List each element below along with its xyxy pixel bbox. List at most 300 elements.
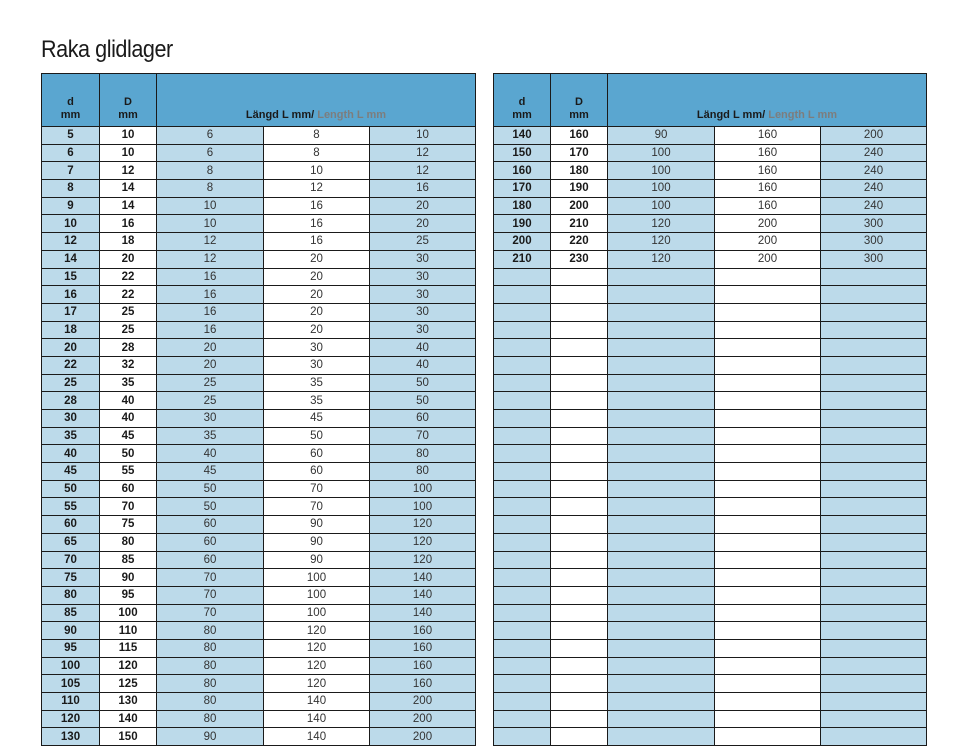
cell-length-long: 16	[370, 180, 476, 198]
cell-length-medium: 16	[264, 215, 370, 233]
table-row	[494, 374, 927, 392]
cell-length-medium	[715, 374, 821, 392]
cell-inner-diameter	[494, 710, 551, 728]
cell-length-long	[821, 268, 927, 286]
cell-outer-diameter	[551, 639, 608, 657]
cell-length-long	[821, 410, 927, 428]
cell-inner-diameter	[494, 586, 551, 604]
cell-inner-diameter: 50	[42, 480, 100, 498]
cell-length-short: 80	[157, 622, 264, 640]
table-row	[42, 622, 476, 640]
cell-inner-diameter	[494, 463, 551, 481]
table-row	[42, 586, 476, 604]
cell-outer-diameter: 55	[100, 463, 157, 481]
table-row	[42, 197, 476, 215]
cell-inner-diameter: 120	[42, 710, 100, 728]
cell-length-short: 16	[157, 268, 264, 286]
cell-length-medium	[715, 427, 821, 445]
cell-length-medium: 120	[264, 639, 370, 657]
cell-length-short	[608, 286, 715, 304]
cell-length-medium: 200	[715, 215, 821, 233]
cell-inner-diameter: 25	[42, 374, 100, 392]
table-row	[42, 639, 476, 657]
cell-length-long	[821, 551, 927, 569]
header-outer-diameter	[551, 74, 608, 127]
cell-inner-diameter	[494, 693, 551, 711]
cell-inner-diameter: 6	[42, 144, 100, 162]
cell-outer-diameter	[551, 427, 608, 445]
cell-length-short: 20	[157, 356, 264, 374]
cell-outer-diameter	[551, 586, 608, 604]
cell-inner-diameter	[494, 657, 551, 675]
cell-length-medium: 90	[264, 533, 370, 551]
cell-inner-diameter: 12	[42, 233, 100, 251]
cell-length-medium: 10	[264, 162, 370, 180]
header-length-sv: Längd L mm/	[696, 109, 766, 121]
cell-outer-diameter	[551, 622, 608, 640]
header-length-sv: Längd L mm/	[245, 109, 315, 121]
cell-outer-diameter	[551, 480, 608, 498]
cell-length-long	[821, 321, 927, 339]
cell-length-medium: 20	[264, 321, 370, 339]
table-row	[494, 604, 927, 622]
table-row	[42, 480, 476, 498]
cell-length-long: 300	[821, 233, 927, 251]
cell-length-medium: 160	[715, 162, 821, 180]
cell-length-medium: 140	[264, 693, 370, 711]
cell-length-long	[821, 356, 927, 374]
cell-inner-diameter: 190	[494, 215, 551, 233]
cell-length-medium	[715, 586, 821, 604]
cell-length-long: 300	[821, 215, 927, 233]
cell-length-long: 160	[370, 622, 476, 640]
cell-inner-diameter: 10	[42, 215, 100, 233]
cell-length-medium: 120	[264, 657, 370, 675]
header-outer-diameter	[100, 74, 157, 127]
cell-length-medium: 8	[264, 127, 370, 145]
cell-outer-diameter: 25	[100, 303, 157, 321]
cell-outer-diameter: 40	[100, 392, 157, 410]
cell-length-long: 10	[370, 127, 476, 145]
cell-inner-diameter	[494, 286, 551, 304]
cell-outer-diameter: 220	[551, 233, 608, 251]
cell-length-medium: 20	[264, 268, 370, 286]
cell-inner-diameter: 45	[42, 463, 100, 481]
cell-length-long: 30	[370, 321, 476, 339]
cell-length-long: 160	[370, 657, 476, 675]
cell-length-medium: 12	[264, 180, 370, 198]
cell-length-medium: 160	[715, 127, 821, 145]
cell-length-short	[608, 710, 715, 728]
cell-length-short	[608, 410, 715, 428]
cell-length-medium	[715, 356, 821, 374]
header-D-symbol: D	[575, 96, 583, 108]
table-row	[494, 233, 927, 251]
header-length	[608, 74, 927, 127]
cell-length-long	[821, 533, 927, 551]
cell-length-short: 80	[157, 657, 264, 675]
cell-length-long: 80	[370, 463, 476, 481]
cell-length-short: 20	[157, 339, 264, 357]
cell-length-medium: 160	[715, 144, 821, 162]
cell-outer-diameter: 70	[100, 498, 157, 516]
table-row	[494, 180, 927, 198]
cell-inner-diameter	[494, 392, 551, 410]
table-row	[42, 303, 476, 321]
cell-length-long: 20	[370, 197, 476, 215]
cell-inner-diameter	[494, 728, 551, 746]
cell-length-short	[608, 374, 715, 392]
cell-outer-diameter: 85	[100, 551, 157, 569]
cell-length-short: 70	[157, 569, 264, 587]
table-row	[42, 516, 476, 534]
cell-length-medium: 50	[264, 427, 370, 445]
table-row	[494, 710, 927, 728]
cell-length-medium: 60	[264, 445, 370, 463]
cell-inner-diameter	[494, 604, 551, 622]
cell-length-medium: 160	[715, 180, 821, 198]
cell-outer-diameter	[551, 374, 608, 392]
cell-inner-diameter: 15	[42, 268, 100, 286]
cell-inner-diameter: 40	[42, 445, 100, 463]
table-row	[494, 339, 927, 357]
cell-length-long: 200	[370, 728, 476, 746]
cell-inner-diameter: 60	[42, 516, 100, 534]
cell-inner-diameter: 7	[42, 162, 100, 180]
cell-length-medium	[715, 268, 821, 286]
cell-inner-diameter: 180	[494, 197, 551, 215]
cell-length-medium	[715, 410, 821, 428]
table-row	[42, 339, 476, 357]
cell-length-short: 16	[157, 286, 264, 304]
page-title: Raka glidlager	[41, 36, 173, 63]
cell-inner-diameter	[494, 339, 551, 357]
table-row	[494, 693, 927, 711]
table-row	[42, 693, 476, 711]
cell-length-long: 40	[370, 356, 476, 374]
cell-length-long: 20	[370, 215, 476, 233]
cell-length-short: 10	[157, 197, 264, 215]
cell-outer-diameter: 100	[100, 604, 157, 622]
cell-length-medium	[715, 551, 821, 569]
table-row	[42, 144, 476, 162]
cell-outer-diameter: 32	[100, 356, 157, 374]
cell-length-short	[608, 675, 715, 693]
cell-length-medium: 120	[264, 622, 370, 640]
table-row	[494, 569, 927, 587]
table-row	[42, 215, 476, 233]
cell-length-short: 80	[157, 675, 264, 693]
cell-outer-diameter	[551, 693, 608, 711]
cell-length-short: 8	[157, 162, 264, 180]
cell-inner-diameter	[494, 303, 551, 321]
cell-length-medium	[715, 392, 821, 410]
cell-length-long: 140	[370, 604, 476, 622]
cell-length-long: 70	[370, 427, 476, 445]
cell-inner-diameter	[494, 498, 551, 516]
cell-length-medium: 200	[715, 233, 821, 251]
cell-length-medium: 160	[715, 197, 821, 215]
cell-length-long: 12	[370, 144, 476, 162]
cell-length-long	[821, 622, 927, 640]
cell-inner-diameter: 75	[42, 569, 100, 587]
cell-outer-diameter	[551, 569, 608, 587]
dimension-table-left	[41, 73, 476, 746]
cell-outer-diameter: 125	[100, 675, 157, 693]
cell-inner-diameter	[494, 445, 551, 463]
cell-inner-diameter	[494, 533, 551, 551]
header-inner-diameter	[494, 74, 551, 127]
cell-length-medium: 100	[264, 604, 370, 622]
cell-length-medium: 20	[264, 303, 370, 321]
cell-length-long: 12	[370, 162, 476, 180]
cell-inner-diameter: 160	[494, 162, 551, 180]
table-row	[494, 498, 927, 516]
cell-outer-diameter: 80	[100, 533, 157, 551]
header-length	[157, 74, 476, 127]
cell-length-short: 12	[157, 233, 264, 251]
cell-length-long: 140	[370, 569, 476, 587]
cell-length-short: 60	[157, 533, 264, 551]
cell-length-short: 50	[157, 480, 264, 498]
cell-length-short: 90	[608, 127, 715, 145]
cell-length-medium: 60	[264, 463, 370, 481]
cell-outer-diameter: 12	[100, 162, 157, 180]
header-d-unit: mm	[512, 109, 532, 121]
cell-inner-diameter: 5	[42, 127, 100, 145]
table-row	[42, 569, 476, 587]
cell-length-long: 160	[370, 639, 476, 657]
cell-inner-diameter: 90	[42, 622, 100, 640]
cell-length-long	[821, 392, 927, 410]
cell-outer-diameter: 95	[100, 586, 157, 604]
cell-length-long	[821, 639, 927, 657]
cell-length-medium: 30	[264, 356, 370, 374]
cell-outer-diameter	[551, 339, 608, 357]
cell-outer-diameter	[551, 268, 608, 286]
table-row	[42, 127, 476, 145]
cell-length-long: 240	[821, 162, 927, 180]
cell-length-short	[608, 586, 715, 604]
cell-inner-diameter: 110	[42, 693, 100, 711]
cell-outer-diameter	[551, 728, 608, 746]
cell-length-short	[608, 533, 715, 551]
cell-length-short: 120	[608, 233, 715, 251]
header-d-symbol: d	[518, 96, 526, 108]
cell-length-medium	[715, 693, 821, 711]
cell-length-short: 80	[157, 639, 264, 657]
cell-length-medium	[715, 622, 821, 640]
cell-inner-diameter: 55	[42, 498, 100, 516]
cell-length-long: 160	[370, 675, 476, 693]
cell-inner-diameter: 100	[42, 657, 100, 675]
table-row	[494, 410, 927, 428]
cell-outer-diameter: 45	[100, 427, 157, 445]
cell-length-medium	[715, 286, 821, 304]
cell-length-long: 30	[370, 286, 476, 304]
cell-outer-diameter	[551, 516, 608, 534]
table-row	[42, 233, 476, 251]
cell-length-long: 50	[370, 392, 476, 410]
cell-inner-diameter: 70	[42, 551, 100, 569]
table-row	[494, 127, 927, 145]
cell-length-short: 30	[157, 410, 264, 428]
cell-outer-diameter: 160	[551, 127, 608, 145]
cell-length-short	[608, 268, 715, 286]
cell-length-short: 8	[157, 180, 264, 198]
cell-outer-diameter	[551, 551, 608, 569]
cell-length-short	[608, 604, 715, 622]
cell-outer-diameter: 140	[100, 710, 157, 728]
cell-length-medium: 90	[264, 551, 370, 569]
table-row	[42, 710, 476, 728]
cell-outer-diameter: 40	[100, 410, 157, 428]
cell-length-medium	[715, 710, 821, 728]
cell-outer-diameter: 180	[551, 162, 608, 180]
cell-length-short: 100	[608, 180, 715, 198]
cell-length-long: 200	[821, 127, 927, 145]
cell-inner-diameter: 35	[42, 427, 100, 445]
table-row	[42, 268, 476, 286]
table-row	[494, 250, 927, 268]
cell-length-long: 240	[821, 144, 927, 162]
cell-outer-diameter	[551, 286, 608, 304]
cell-length-long: 30	[370, 268, 476, 286]
cell-length-medium: 35	[264, 392, 370, 410]
cell-outer-diameter	[551, 675, 608, 693]
table-row	[494, 197, 927, 215]
table-row	[494, 392, 927, 410]
table-row	[494, 728, 927, 746]
cell-length-long: 25	[370, 233, 476, 251]
cell-length-short	[608, 551, 715, 569]
cell-length-long: 60	[370, 410, 476, 428]
cell-length-short	[608, 728, 715, 746]
cell-inner-diameter: 28	[42, 392, 100, 410]
cell-outer-diameter: 28	[100, 339, 157, 357]
cell-inner-diameter: 130	[42, 728, 100, 746]
cell-outer-diameter	[551, 463, 608, 481]
cell-length-short: 40	[157, 445, 264, 463]
cell-outer-diameter: 120	[100, 657, 157, 675]
table-header-row	[42, 74, 476, 127]
cell-outer-diameter	[551, 410, 608, 428]
cell-length-short	[608, 427, 715, 445]
table-row	[42, 551, 476, 569]
table-header-row	[494, 74, 927, 127]
cell-length-long: 120	[370, 516, 476, 534]
cell-length-medium: 20	[264, 286, 370, 304]
table-row	[494, 622, 927, 640]
cell-length-short: 16	[157, 303, 264, 321]
cell-inner-diameter	[494, 516, 551, 534]
cell-outer-diameter: 20	[100, 250, 157, 268]
table-row	[494, 657, 927, 675]
cell-length-short	[608, 498, 715, 516]
cell-inner-diameter	[494, 480, 551, 498]
cell-length-medium: 20	[264, 250, 370, 268]
cell-length-short: 10	[157, 215, 264, 233]
cell-length-short	[608, 303, 715, 321]
cell-inner-diameter: 210	[494, 250, 551, 268]
cell-inner-diameter: 140	[494, 127, 551, 145]
cell-length-medium	[715, 657, 821, 675]
table-row	[42, 657, 476, 675]
cell-length-long	[821, 463, 927, 481]
cell-inner-diameter	[494, 374, 551, 392]
cell-inner-diameter: 8	[42, 180, 100, 198]
table-row	[494, 480, 927, 498]
cell-inner-diameter: 65	[42, 533, 100, 551]
cell-length-long	[821, 675, 927, 693]
table-row	[494, 516, 927, 534]
cell-inner-diameter: 30	[42, 410, 100, 428]
header-D-unit: mm	[118, 109, 138, 121]
cell-length-medium	[715, 321, 821, 339]
cell-inner-diameter	[494, 356, 551, 374]
cell-length-medium	[715, 533, 821, 551]
table-row	[42, 463, 476, 481]
cell-length-long	[821, 516, 927, 534]
cell-inner-diameter: 95	[42, 639, 100, 657]
cell-outer-diameter: 190	[551, 180, 608, 198]
table-row	[494, 639, 927, 657]
cell-outer-diameter	[551, 498, 608, 516]
cell-length-long: 200	[370, 710, 476, 728]
header-length-en: Length L mm	[768, 109, 838, 121]
cell-outer-diameter: 14	[100, 180, 157, 198]
cell-inner-diameter: 16	[42, 286, 100, 304]
cell-length-short	[608, 463, 715, 481]
cell-inner-diameter	[494, 569, 551, 587]
cell-length-medium	[715, 445, 821, 463]
cell-length-long: 50	[370, 374, 476, 392]
cell-length-long: 200	[370, 693, 476, 711]
table-row	[494, 321, 927, 339]
cell-outer-diameter: 25	[100, 321, 157, 339]
cell-length-short: 60	[157, 516, 264, 534]
cell-length-short	[608, 693, 715, 711]
header-d-symbol: d	[67, 96, 74, 108]
cell-length-long: 240	[821, 180, 927, 198]
cell-outer-diameter	[551, 392, 608, 410]
cell-inner-diameter	[494, 410, 551, 428]
cell-length-short: 90	[157, 728, 264, 746]
header-inner-diameter	[42, 74, 100, 127]
cell-length-medium: 140	[264, 710, 370, 728]
cell-length-short: 120	[608, 215, 715, 233]
cell-length-medium	[715, 480, 821, 498]
cell-outer-diameter: 18	[100, 233, 157, 251]
cell-outer-diameter	[551, 657, 608, 675]
cell-length-long	[821, 693, 927, 711]
cell-length-medium: 90	[264, 516, 370, 534]
cell-length-medium: 45	[264, 410, 370, 428]
table-row	[42, 162, 476, 180]
cell-outer-diameter: 60	[100, 480, 157, 498]
cell-length-long	[821, 445, 927, 463]
table-row	[42, 392, 476, 410]
table-row	[494, 427, 927, 445]
cell-length-medium	[715, 516, 821, 534]
cell-length-long	[821, 374, 927, 392]
cell-length-long	[821, 586, 927, 604]
cell-outer-diameter	[551, 303, 608, 321]
cell-length-medium: 16	[264, 197, 370, 215]
cell-length-short	[608, 356, 715, 374]
table-row	[42, 675, 476, 693]
cell-length-short: 6	[157, 127, 264, 145]
